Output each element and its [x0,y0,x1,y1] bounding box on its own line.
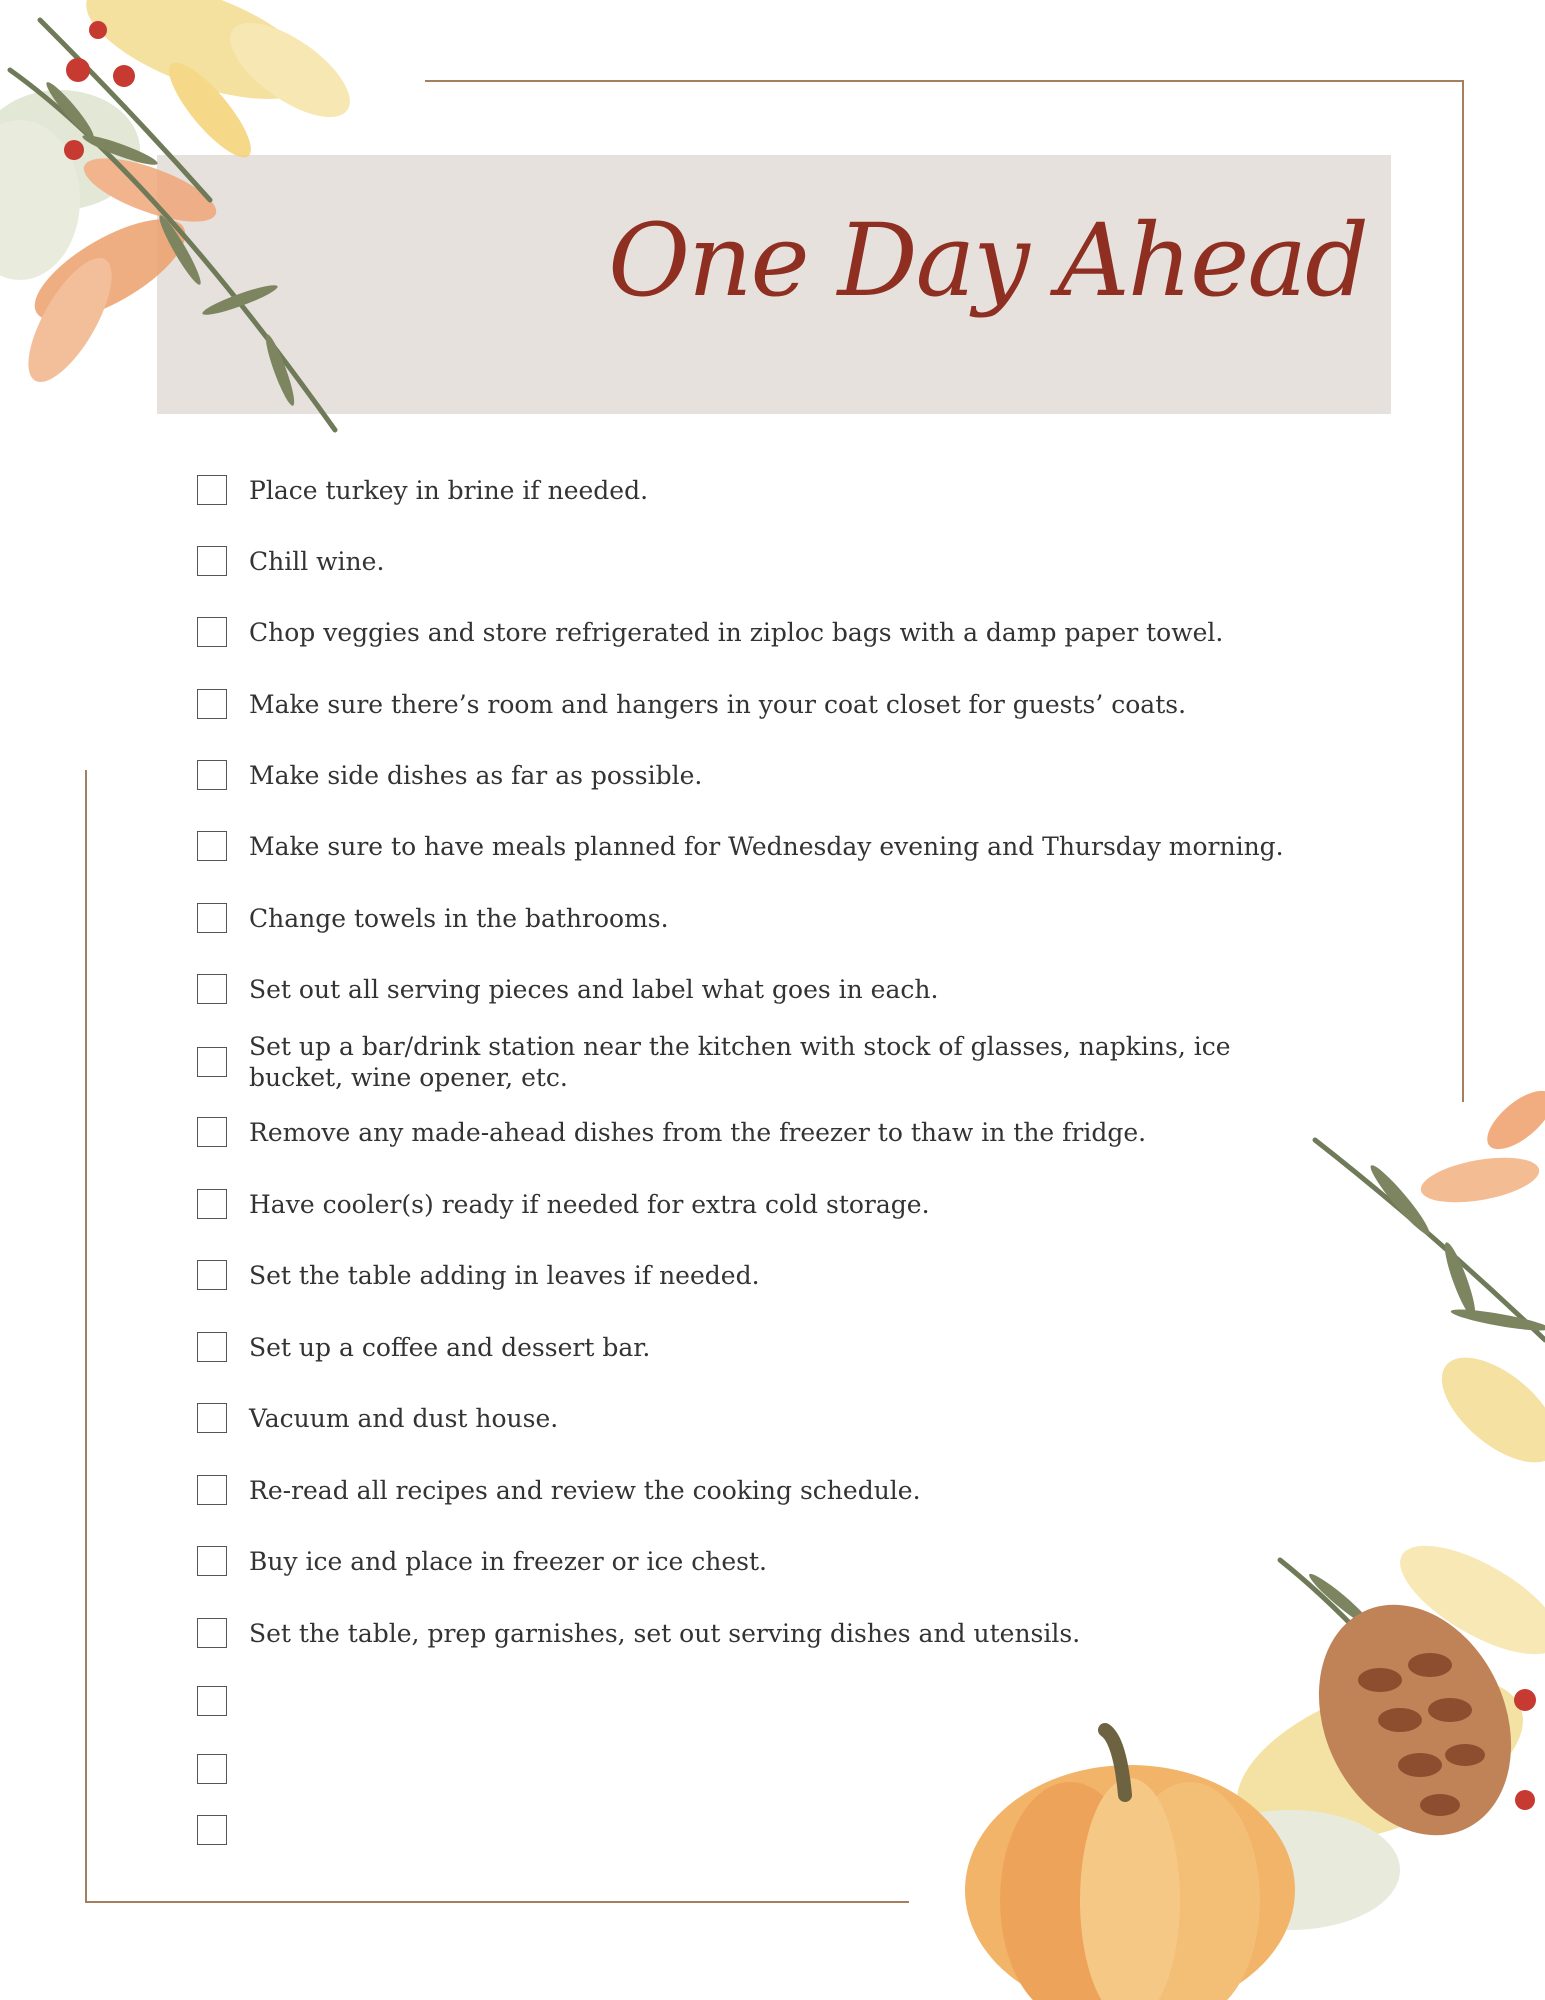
task-text: Make side dishes as far as possible. [249,761,703,790]
checkbox[interactable] [197,903,227,933]
task-text: Change towels in the bathrooms. [249,904,669,933]
task-text: Set the table, prep garnishes, set out serving dishes and utensils. [249,1619,1081,1648]
task-text: Set up a bar/drink station near the kitchen with stock of glasses, napkins, ice bucket, wine opener, etc. [249,1032,1231,1092]
checklist-item [197,617,1347,648]
checkbox[interactable] [197,974,227,1004]
checklist-item [197,1475,1347,1506]
checklist-item [197,1260,1347,1291]
task-text: Chill wine. [249,547,385,576]
checklist-item [197,974,1347,1005]
checkbox[interactable] [197,1686,227,1716]
checklist-item [197,1332,1347,1363]
task-text: Vacuum and dust house. [249,1404,559,1433]
checklist-item [197,1546,1347,1577]
checklist-item-blank [197,1754,1347,1784]
checkbox[interactable] [197,1332,227,1362]
task-text: Set the table adding in leaves if needed. [249,1261,760,1290]
task-text: Remove any made-ahead dishes from the freezer to thaw in the fridge. [249,1118,1147,1147]
checkbox[interactable] [197,831,227,861]
checklist-item [197,1189,1347,1220]
checklist-item [197,1031,1347,1093]
checklist-item-blank [197,1686,1347,1716]
checklist-item [197,760,1347,791]
checkbox[interactable] [197,1754,227,1784]
task-text: Buy ice and place in freezer or ice chest. [249,1547,767,1576]
checkbox[interactable] [197,1403,227,1433]
checkbox[interactable] [197,1047,227,1077]
task-text: Set out all serving pieces and label what goes in each. [249,975,939,1004]
checkbox[interactable] [197,1117,227,1147]
checkbox[interactable] [197,1618,227,1648]
checkbox[interactable] [197,1260,227,1290]
checkbox[interactable] [197,760,227,790]
checklist-item [197,1618,1347,1649]
task-text: Chop veggies and store refrigerated in ziploc bags with a damp paper towel. [249,618,1224,647]
checkbox[interactable] [197,617,227,647]
checklist-item [197,831,1347,862]
checklist-item [197,1403,1347,1434]
checkbox[interactable] [197,1475,227,1505]
checklist-item [197,475,1347,506]
checkbox[interactable] [197,546,227,576]
task-text: Have cooler(s) ready if needed for extra cold storage. [249,1190,930,1219]
checkbox[interactable] [197,689,227,719]
checklist-item [197,546,1347,577]
task-text: Set up a coffee and dessert bar. [249,1333,651,1362]
checkbox[interactable] [197,1815,227,1845]
checklist-item [197,1117,1347,1148]
checkbox[interactable] [197,475,227,505]
checklist-item-blank [197,1815,1347,1845]
checkbox[interactable] [197,1546,227,1576]
checkbox[interactable] [197,1189,227,1219]
checklist-item [197,903,1347,934]
task-text: Place turkey in brine if needed. [249,476,649,505]
task-text: Make sure to have meals planned for Wednesday evening and Thursday morning. [249,832,1284,861]
task-text: Make sure there’s room and hangers in your coat closet for guests’ coats. [249,690,1187,719]
page-title: One Day Ahead [608,202,1367,319]
checklist-item [197,689,1347,720]
task-text: Re-read all recipes and review the cooking schedule. [249,1476,921,1505]
